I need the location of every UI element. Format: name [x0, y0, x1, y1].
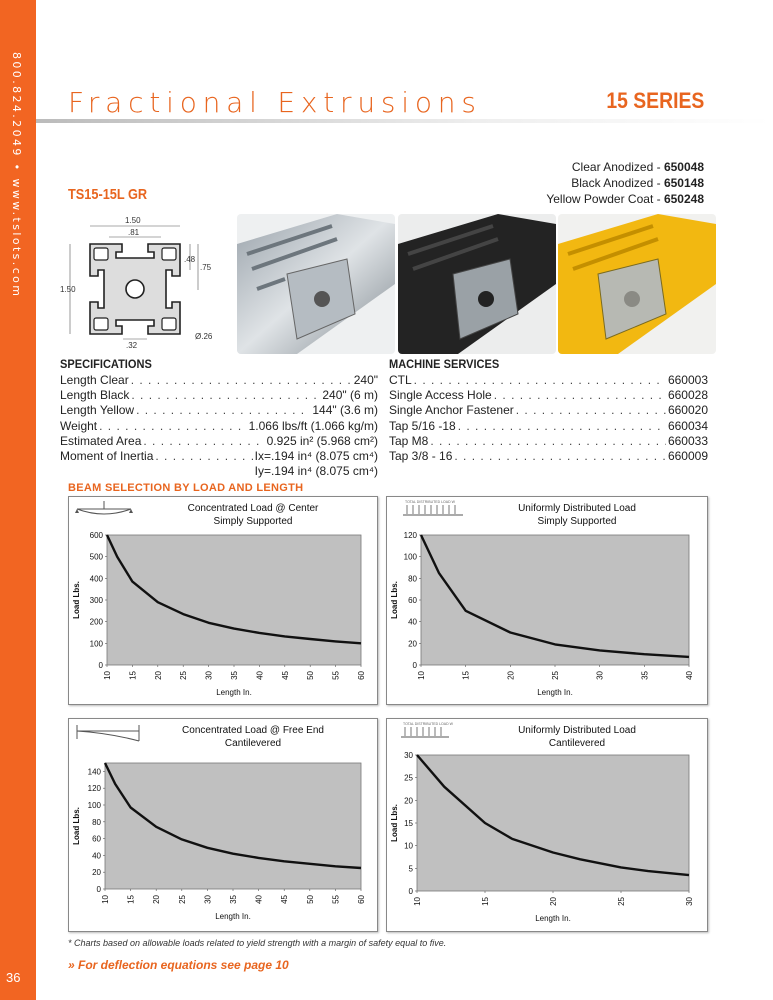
x-tick-label: 50: [305, 895, 315, 904]
y-tick-label: 30: [404, 751, 413, 760]
y-tick-label: 500: [89, 552, 103, 562]
dim-slot1: .48: [184, 255, 196, 264]
diagram-label: TOTAL DISTRIBUTED LOAD W: [405, 500, 455, 504]
x-axis-label: Length In.: [535, 914, 571, 923]
load-diagram-icon: [75, 501, 133, 514]
page-title: Fractional Extrusions: [68, 86, 482, 119]
part-number: TS15-15L GR: [68, 186, 148, 203]
spec-row: Weight . . . 1.066 lbs/ft (1.066 kg/m): [60, 419, 378, 434]
chart-svg: [69, 719, 377, 931]
finish-item: Black Anodized - 650148: [571, 176, 704, 190]
profile-drawing: [60, 214, 220, 354]
specifications-list: [60, 373, 378, 479]
x-tick-label: 60: [357, 671, 366, 680]
load-diagram-icon: [401, 727, 449, 737]
header-rule: [36, 119, 771, 123]
service-row: Tap M8 . . . 660033: [389, 434, 708, 449]
chart-title: Uniformly Distributed Load: [518, 725, 636, 736]
photo-clear-extrusion: [237, 214, 395, 354]
chart-free-end-cantilever: [68, 718, 378, 932]
y-tick-label: 40: [408, 617, 417, 627]
x-tick-label: 35: [229, 895, 238, 904]
x-tick-label: 35: [640, 671, 650, 680]
y-tick-label: 60: [92, 834, 101, 844]
deflection-link[interactable]: » For deflection equations see page 10: [68, 958, 289, 972]
y-tick-label: 5: [408, 864, 413, 874]
y-tick-label: 80: [92, 817, 101, 827]
chart-title: Concentrated Load @ Free End: [182, 725, 324, 736]
chart-title: Concentrated Load @ Center: [187, 503, 319, 514]
x-tick-label: 10: [413, 897, 422, 906]
contact-info: 800.824.2049 • www.tslots.com: [10, 52, 23, 299]
plot-area: [105, 763, 361, 889]
y-tick-label: 120: [87, 784, 101, 794]
machine-services-title: MACHINE SERVICES: [389, 357, 500, 371]
finish-list: [546, 159, 704, 207]
x-tick-label: 30: [595, 671, 605, 680]
x-tick-label: 20: [152, 895, 162, 904]
x-tick-label: 15: [461, 671, 471, 680]
x-tick-label: 50: [306, 671, 316, 680]
y-tick-label: 60: [408, 596, 417, 605]
x-tick-label: 35: [230, 671, 239, 680]
y-axis-label: Load Lbs.: [72, 581, 81, 619]
x-tick-label: 20: [506, 671, 516, 680]
y-tick-label: 300: [89, 596, 103, 605]
chart-svg: [387, 719, 707, 931]
chart-svg: [69, 497, 377, 704]
chart-subtitle: Simply Supported: [537, 516, 617, 527]
photo-black-extrusion: [398, 214, 556, 354]
x-tick-label: 30: [203, 895, 213, 904]
y-tick-label: 10: [404, 841, 413, 851]
spec-row: Length Clear . . . 240": [60, 373, 378, 388]
y-tick-label: 100: [403, 552, 417, 562]
x-tick-label: 20: [153, 671, 163, 680]
y-tick-label: 20: [404, 796, 413, 806]
dim-height: 1.50: [60, 285, 76, 294]
chart-udl-simply: [386, 496, 708, 705]
x-axis-label: Length In.: [537, 688, 573, 697]
y-tick-label: 200: [89, 617, 103, 627]
x-tick-label: 25: [617, 897, 626, 906]
spec-row: Length Black . . . 240" (6 m): [60, 388, 378, 403]
service-row: Single Anchor Fastener . . . 660020: [389, 403, 708, 418]
chart-subtitle: Simply Supported: [213, 516, 293, 527]
x-tick-label: 40: [685, 671, 694, 680]
service-row: CTL . . . 660003: [389, 373, 708, 388]
service-row: Tap 5/16 -18 . . . 660034: [389, 419, 708, 434]
machine-services-list: [389, 373, 708, 464]
x-tick-label: 10: [417, 671, 426, 680]
y-tick-label: 20: [408, 639, 417, 649]
load-diagram-icon: [77, 725, 139, 741]
y-tick-label: 15: [404, 819, 413, 828]
x-tick-label: 10: [103, 671, 112, 680]
y-tick-label: 120: [403, 531, 417, 540]
spec-row: Length Yellow . . . 144" (3.6 m): [60, 403, 378, 418]
dim-slot2: .75: [200, 263, 212, 272]
y-tick-label: 20: [92, 868, 101, 878]
diagram-label: TOTAL DISTRIBUTED LOAD W: [403, 722, 453, 726]
spec-row: Estimated Area . . . 0.925 in² (5.968 cm²): [60, 434, 378, 449]
dim-bottom: .32: [126, 341, 138, 350]
y-axis-label: Load Lbs.: [390, 581, 399, 619]
x-tick-label: 15: [126, 895, 136, 904]
x-tick-label: 40: [254, 895, 264, 904]
y-tick-label: 0: [96, 885, 101, 894]
y-tick-label: 25: [404, 773, 413, 783]
y-tick-label: 100: [89, 639, 103, 649]
x-axis-label: Length In.: [215, 912, 251, 921]
x-tick-label: 55: [331, 671, 341, 680]
x-tick-label: 55: [331, 895, 341, 904]
x-tick-label: 25: [179, 671, 189, 680]
y-tick-label: 0: [408, 887, 413, 896]
x-tick-label: 60: [357, 895, 366, 904]
chart-footnote: * Charts based on allowable loads related to yield strength with a margin of safety equal to five.: [68, 938, 447, 948]
y-tick-label: 600: [89, 531, 103, 540]
y-tick-label: 140: [87, 767, 101, 777]
service-row: Tap 3/8 - 16 . . . 660009: [389, 449, 708, 464]
specifications-title: SPECIFICATIONS: [60, 357, 152, 371]
beam-selection-title: BEAM SELECTION BY LOAD AND LENGTH: [68, 482, 304, 494]
photo-yellow-extrusion: [558, 214, 716, 354]
chart-svg: [387, 497, 707, 704]
x-tick-label: 10: [101, 895, 110, 904]
spec-row: Moment of Inertia . . . Ix=.194 in⁴ (8.075 cm⁴): [60, 449, 378, 464]
y-tick-label: 400: [89, 574, 103, 584]
x-tick-label: 45: [280, 895, 290, 904]
chart-center-simply: [68, 496, 378, 705]
chart-udl-cantilever: [386, 718, 708, 932]
finish-item: Yellow Powder Coat - 650248: [546, 192, 704, 206]
sidebar: [0, 0, 36, 1000]
x-tick-label: 15: [128, 671, 138, 680]
y-tick-label: 40: [92, 851, 101, 861]
y-tick-label: 0: [412, 661, 417, 670]
chart-title: Uniformly Distributed Load: [518, 503, 636, 514]
series-label: 15 SERIES: [606, 88, 704, 113]
x-tick-label: 45: [280, 671, 290, 680]
spec-row-iy: Iy=.194 in⁴ (8.075 cm⁴): [254, 464, 378, 479]
x-axis-label: Length In.: [216, 688, 252, 697]
dim-hole: Ø.26: [195, 332, 213, 341]
x-tick-label: 40: [255, 671, 265, 680]
y-tick-label: 80: [408, 574, 417, 584]
page-number: 36: [6, 970, 21, 985]
y-tick-label: 0: [98, 661, 103, 670]
x-tick-label: 20: [549, 897, 558, 906]
x-tick-label: 25: [177, 895, 187, 904]
x-tick-label: 15: [481, 897, 490, 906]
x-tick-label: 30: [685, 897, 694, 906]
chart-subtitle: Cantilevered: [548, 738, 606, 749]
y-axis-label: Load Lbs.: [72, 807, 81, 845]
x-tick-label: 25: [551, 671, 560, 680]
plot-area: [107, 535, 361, 665]
x-tick-label: 30: [204, 671, 214, 680]
dim-inner: .81: [128, 228, 140, 237]
load-diagram-icon: [403, 505, 463, 515]
y-axis-label: Load Lbs.: [390, 804, 399, 842]
finish-item: Clear Anodized - 650048: [571, 160, 704, 174]
dim-width: 1.50: [125, 216, 141, 225]
chart-subtitle: Cantilevered: [224, 738, 282, 749]
service-row: Single Access Hole . . . 660028: [389, 388, 708, 403]
y-tick-label: 100: [87, 801, 101, 810]
